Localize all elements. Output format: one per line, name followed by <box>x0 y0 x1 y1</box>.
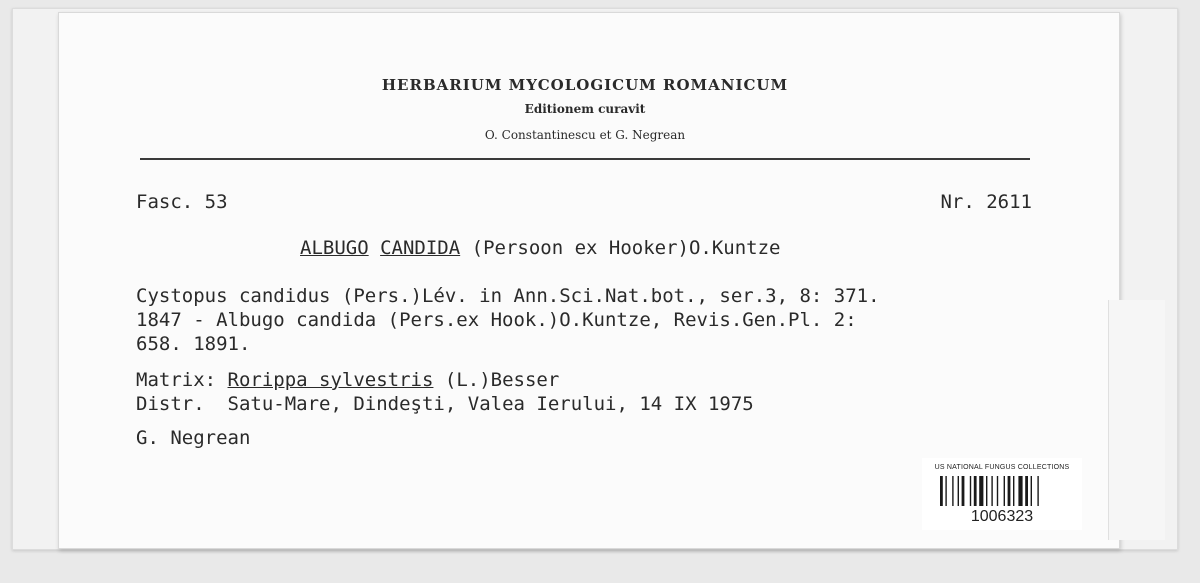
fascicle: Fasc. 53 <box>136 191 228 213</box>
specimen-number: Nr. 2611 <box>940 191 1032 213</box>
editor-line: Editionem curavit <box>524 102 646 116</box>
distr-locality: Satu-Mare, Dindeşti, Valea Ierului, 14 IX 1975 <box>227 393 754 415</box>
barcode-label <box>922 458 1082 530</box>
barcode-caption: US NATIONAL FUNGUS COLLECTIONS <box>934 464 1070 471</box>
taxon-genus: ALBUGO <box>300 237 369 259</box>
matrix-authority: (L.)Besser <box>444 369 560 391</box>
header-rule <box>140 158 1030 160</box>
collector: G. Negrean <box>136 427 251 449</box>
editors: O. Constantinescu et G. Negrean <box>484 128 686 142</box>
taxon-name <box>300 236 780 260</box>
matrix-host: Rorippa sylvestris <box>227 369 434 391</box>
paper-strip <box>1108 300 1165 540</box>
taxon-authority: (Persoon ex Hooker)O.Kuntze <box>471 237 781 259</box>
barcode-number: 1006323 <box>970 508 1034 525</box>
barcode-icon <box>940 476 1064 506</box>
citation-line: 1847 - Albugo candida (Pers.ex Hook.)O.Kuntze, Revis.Gen.Pl. 2: <box>136 309 857 331</box>
citation-line: 658. 1891. <box>136 333 251 355</box>
citation <box>136 284 880 356</box>
distribution-line <box>136 392 754 416</box>
matrix-label: Matrix: <box>136 369 217 391</box>
citation-line: Cystopus candidus (Pers.)Lév. in Ann.Sci.Nat.bot., ser.3, 8: 371. <box>136 285 880 307</box>
matrix-line <box>136 368 559 392</box>
taxon-species: CANDIDA <box>380 237 461 259</box>
distr-label: Distr. <box>136 393 205 415</box>
herbarium-title: HERBARIUM MYCOLOGICUM ROMANICUM <box>381 76 789 94</box>
